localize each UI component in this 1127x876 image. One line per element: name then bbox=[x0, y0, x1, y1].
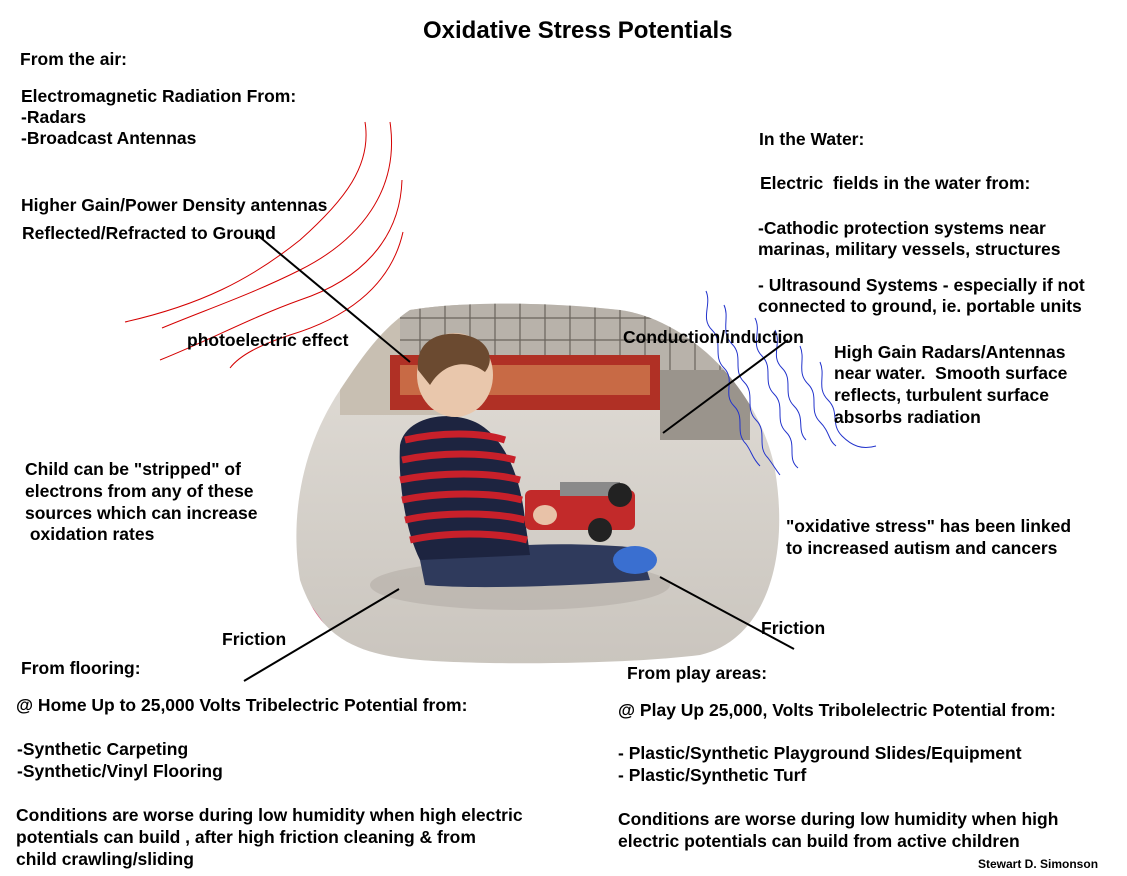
radar-line: near water. Smooth surface bbox=[834, 363, 1068, 383]
child-note-line: electrons from any of these bbox=[25, 481, 254, 501]
em-line: -Broadcast Antennas bbox=[21, 128, 197, 148]
cathodic-line: marinas, military vessels, structures bbox=[758, 239, 1061, 259]
oxidative-note-line: "oxidative stress" has been linked bbox=[786, 516, 1072, 536]
flooring-conditions-line: child crawling/sliding bbox=[16, 849, 194, 869]
electric-line: Electric fields in the water from: bbox=[760, 173, 1031, 193]
ultrasound-line: connected to ground, ie. portable units bbox=[758, 296, 1082, 316]
play-header: From play areas: bbox=[627, 663, 768, 683]
child-photo bbox=[280, 290, 800, 680]
em-line: Electromagnetic Radiation From: bbox=[21, 86, 297, 106]
flooring-conditions-line: potentials can build , after high friction cleaning & from bbox=[16, 827, 476, 847]
friction-left-label: Friction bbox=[222, 629, 287, 649]
flooring-conditions-line: Conditions are worse during low humidity when high electric bbox=[16, 805, 523, 825]
friction-right-label: Friction bbox=[761, 618, 826, 638]
flooring-header: From flooring: bbox=[21, 658, 141, 678]
gain-line: Higher Gain/Power Density antennas bbox=[21, 195, 328, 215]
air-header: From the air: bbox=[20, 49, 127, 69]
child-note-line: oxidation rates bbox=[25, 524, 155, 544]
home-voltage-line: @ Home Up to 25,000 Volts Tribelectric Potential from: bbox=[16, 695, 468, 715]
radar-line: High Gain Radars/Antennas bbox=[834, 342, 1066, 362]
radar-line: absorbs radiation bbox=[834, 407, 981, 427]
flooring-item: -Synthetic Carpeting bbox=[17, 739, 189, 759]
play-item: - Plastic/Synthetic Turf bbox=[618, 765, 807, 785]
cathodic-line: -Cathodic protection systems near bbox=[758, 218, 1046, 238]
conduction-label: Conduction/induction bbox=[623, 327, 804, 347]
ultrasound-line: - Ultrasound Systems - especially if not bbox=[758, 275, 1085, 295]
child-note-line: sources which can increase bbox=[25, 503, 258, 523]
author-credit: Stewart D. Simonson bbox=[978, 857, 1099, 871]
play-voltage-line: @ Play Up 25,000, Volts Tribolelectric Potential from: bbox=[618, 700, 1056, 720]
play-conditions-line: Conditions are worse during low humidity when high bbox=[618, 809, 1059, 829]
play-item: - Plastic/Synthetic Playground Slides/Equipment bbox=[618, 743, 1022, 763]
gain-line: Reflected/Refracted to Ground bbox=[22, 223, 276, 243]
child-note-line: Child can be "stripped" of bbox=[25, 459, 241, 479]
flooring-item: -Synthetic/Vinyl Flooring bbox=[17, 761, 223, 781]
page-title: Oxidative Stress Potentials bbox=[423, 17, 733, 44]
play-conditions-line: electric potentials can build from active children bbox=[618, 831, 1020, 851]
oxidative-note-line: to increased autism and cancers bbox=[786, 538, 1058, 558]
radar-line: reflects, turbulent surface bbox=[834, 385, 1049, 405]
em-line: -Radars bbox=[21, 107, 87, 127]
water-header: In the Water: bbox=[759, 129, 865, 149]
photoelectric-label: photoelectric effect bbox=[187, 330, 349, 350]
